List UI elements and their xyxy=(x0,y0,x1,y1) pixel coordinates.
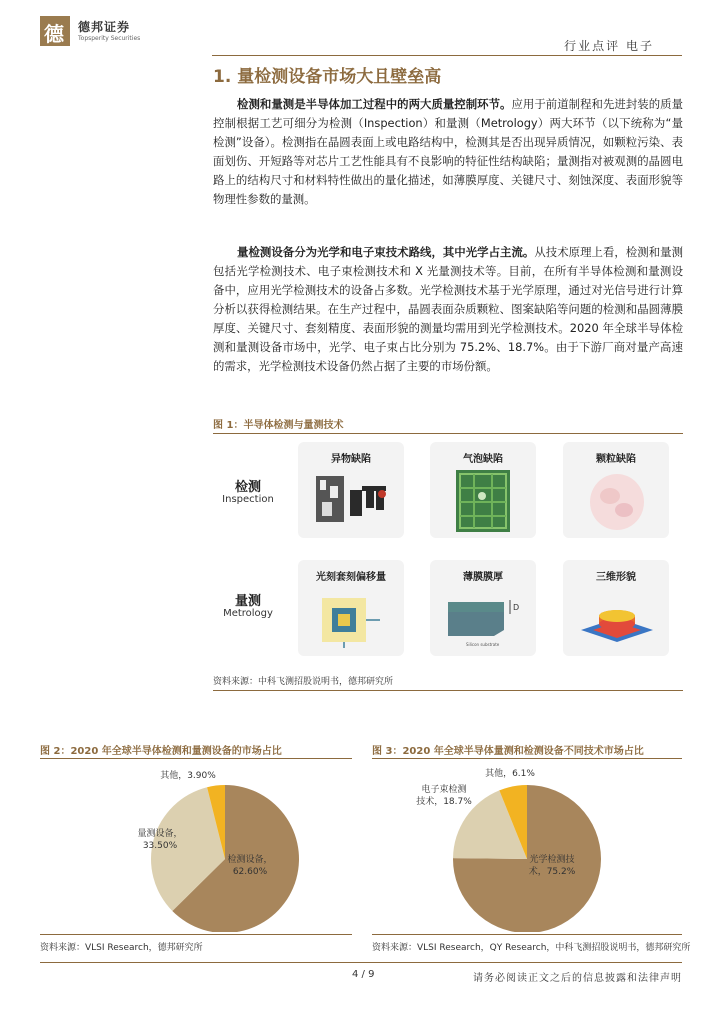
figure-1-source: 资料来源：中科飞测招股说明书，德邦研究所 xyxy=(213,677,394,687)
pie-label-0: 检测设备， 62.60% xyxy=(227,855,273,877)
foreign-defect-image xyxy=(312,472,392,530)
figure-2-source: 资料来源：VLSI Research，德邦研究所 xyxy=(40,943,203,953)
section-title: 1. 量检测设备市场大且壁垒高 xyxy=(213,67,442,87)
card-label: 颗粒缺陷 xyxy=(596,454,636,465)
topography-image xyxy=(577,590,657,648)
particle-defect-image xyxy=(588,470,646,532)
report-category: 行业点评 电子 xyxy=(564,39,654,53)
card-label: 气泡缺陷 xyxy=(463,454,503,465)
figure-1-panel xyxy=(213,440,683,662)
pie-label-1: 量测设备， 33.50% xyxy=(137,829,183,851)
figure-2-title: 图 2：2020 年全球半导体检测和量测设备的市场占比 xyxy=(40,746,282,757)
pie-label-2: 其他，3.90% xyxy=(160,771,216,781)
company-name: 德邦证券 xyxy=(78,20,131,34)
figure-1-title: 图 1：半导体检测与量测技术 xyxy=(213,420,344,431)
card-particle-defect xyxy=(563,442,669,538)
film-thickness-d-label: D xyxy=(513,603,520,612)
inspection-label-en: Inspection xyxy=(222,494,274,505)
card-label: 薄膜膜厚 xyxy=(463,572,503,583)
pie-label-0: 光学检测技术，75.2% xyxy=(528,855,576,877)
metrology-label-en: Metrology xyxy=(223,608,273,619)
paragraph-2-body: 从技术原理上看，检测和量测包括光学检测技术、电子束检测技术和 X 光量测技术等。目前，在所有半导体检测和量测设备中，应用光学检测技术的设备占多数。光学检测技术基于光学原理，通过对光信号进行计算分析以获得检测结果。在生产过程中，晶圆表面杂质颗粒、图案缺陷等问题的检测和晶圆薄膜厚度、关键尺寸、套刻精度、表面形貌的测量均需用到光学检测技术。2020 年全球半导体检测和量测设备市场中，光学、电子束占比分别为 75.2%、18.7%。由于下游厂商对量产高速的需求，光学检测技术设备仍然占据了主要的市场份额。 xyxy=(213,245,683,373)
figure-1-bottom-line xyxy=(213,690,683,691)
figure-3-title: 图 3：2020 年全球半导体量测和检测设备不同技术市场占比 xyxy=(372,746,644,757)
page-number: 4 / 9 xyxy=(352,969,375,980)
company-name-en: Topsperity Securities xyxy=(78,35,141,42)
bubble-defect-image xyxy=(456,470,510,532)
paragraph-1-lead: 检测和量测是半导体加工过程中的两大质量控制环节。 xyxy=(237,97,512,111)
card-overlay-offset xyxy=(298,560,404,656)
paragraph-1 xyxy=(213,95,683,209)
disclaimer: 请务必阅读正文之后的信息披露和法律声明 xyxy=(473,973,682,984)
card-3d-topography xyxy=(563,560,669,656)
card-foreign-defect xyxy=(298,442,404,538)
figure-3-source: 资料来源：VLSI Research，QY Research，中科飞测招股说明书，德邦研究所 xyxy=(372,943,691,953)
header-divider xyxy=(212,55,682,56)
pie-label-2: 其他，6.1% xyxy=(485,769,535,779)
paragraph-2 xyxy=(213,243,683,376)
card-bubble-defect xyxy=(430,442,536,538)
figure-2-bottom-line xyxy=(40,934,352,935)
paragraph-1-body: 应用于前道制程和先进封装的质量控制根据工艺可细分为检测（Inspection）和量测（Metrology）两大环节（以下统称为“量检测”设备）。检测指在晶圆表面上或电路结构中，检测其是否出现异质情况，如颗粒污染、表面划伤、开短路等对芯片工艺性能具有不良影响的特征性结构缺陷；量测指对被观测的晶圆电路上的结构尺寸和材料特性做出的量化描述，如薄膜厚度、关键尺寸、刻蚀深度、表面形貌等物理性参数的量测。 xyxy=(213,97,683,206)
pie-label-1: 电子束检测技术，18.7% xyxy=(416,785,472,807)
inspection-label: 检测 xyxy=(234,480,261,495)
figure-1-divider xyxy=(213,433,683,434)
card-label: 异物缺陷 xyxy=(331,454,371,465)
metrology-label: 量测 xyxy=(234,594,261,609)
figure-2-divider xyxy=(40,758,352,759)
card-label: 三维形貌 xyxy=(596,572,636,583)
footer-divider xyxy=(40,962,682,963)
paragraph-2-lead: 量检测设备分为光学和电子束技术路线，其中光学占主流。 xyxy=(237,245,535,259)
film-thickness-image xyxy=(444,590,524,648)
logo-glyph: 德 xyxy=(44,22,64,46)
substrate-label: Silicon substrate xyxy=(466,642,500,647)
figure-3-pie-chart xyxy=(372,762,682,932)
figure-2-pie-chart xyxy=(40,762,352,932)
overlay-offset-image xyxy=(316,590,386,648)
figure-3-divider xyxy=(372,758,682,759)
card-film-thickness xyxy=(430,560,536,656)
card-label: 光刻套刻偏移量 xyxy=(316,572,386,583)
figure-3-bottom-line xyxy=(372,934,682,935)
